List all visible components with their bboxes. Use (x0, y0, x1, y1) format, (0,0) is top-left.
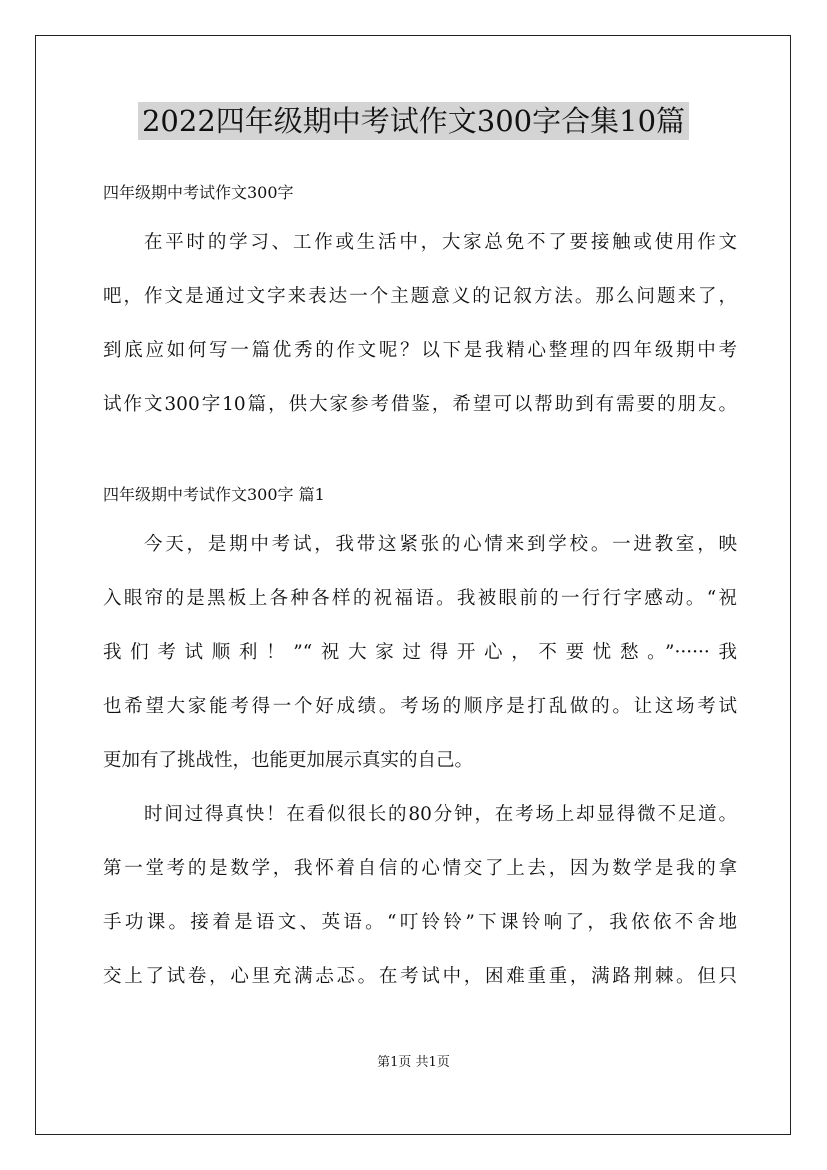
text-line: 也希望大家能考得一个好成绩。考场的顺序是打乱做的。让这场考试 (103, 696, 737, 717)
document-title (0, 96, 827, 146)
text-line: 吧，作文是通过文字来表达一个主题意义的记叙方法。那么问题来了， (103, 286, 737, 307)
intro-heading: 四年级期中考试作文300字 (103, 183, 294, 202)
text-line: 第一堂考的是数学，我怀着自信的心情交了上去，因为数学是我的拿 (103, 858, 737, 879)
essay-1-heading: 四年级期中考试作文300字 篇1 (103, 485, 325, 504)
document-body (103, 170, 737, 1004)
document-title-text: 2022四年级期中考试作文300字合集10篇 (138, 102, 689, 140)
text-line: 更加有了挑战性，也能更加展示真实的自己。 (103, 750, 474, 771)
text-line: 在平时的学习、工作或生活中，大家总免不了要接触或使用作文 (144, 232, 737, 253)
text-line: 到底应如何写一篇优秀的作文呢？以下是我精心整理的四年级期中考 (103, 340, 737, 361)
text-line: 试作文300字10篇，供大家参考借鉴，希望可以帮助到有需要的朋友。 (103, 394, 737, 415)
text-line: 入眼帘的是黑板上各种各样的祝福语。我被眼前的一行行字感动。“祝 (103, 588, 737, 609)
text-line: 手功课。接着是语文、英语。“叮铃铃”下课铃响了，我依依不舍地 (103, 912, 737, 933)
intro-paragraph (103, 216, 737, 432)
text-line: 今天，是期中考试，我带这紧张的心情来到学校。一进教室，映 (144, 534, 737, 555)
essay-1-paragraph-2 (103, 788, 737, 1004)
text-line: 我们考试顺利！”“祝大家过得开心，不要忧愁。”······我 (103, 642, 737, 663)
text-line: 交上了试卷，心里充满忐忑。在考试中，困难重重，满路荆棘。但只 (103, 966, 737, 987)
page-footer: 第1页 共1页 (377, 1055, 450, 1070)
section-spacer (103, 432, 737, 472)
essay-1-paragraph-1 (103, 518, 737, 788)
text-line: 时间过得真快！在看似很长的80分钟，在考场上却显得微不足道。 (144, 804, 737, 825)
